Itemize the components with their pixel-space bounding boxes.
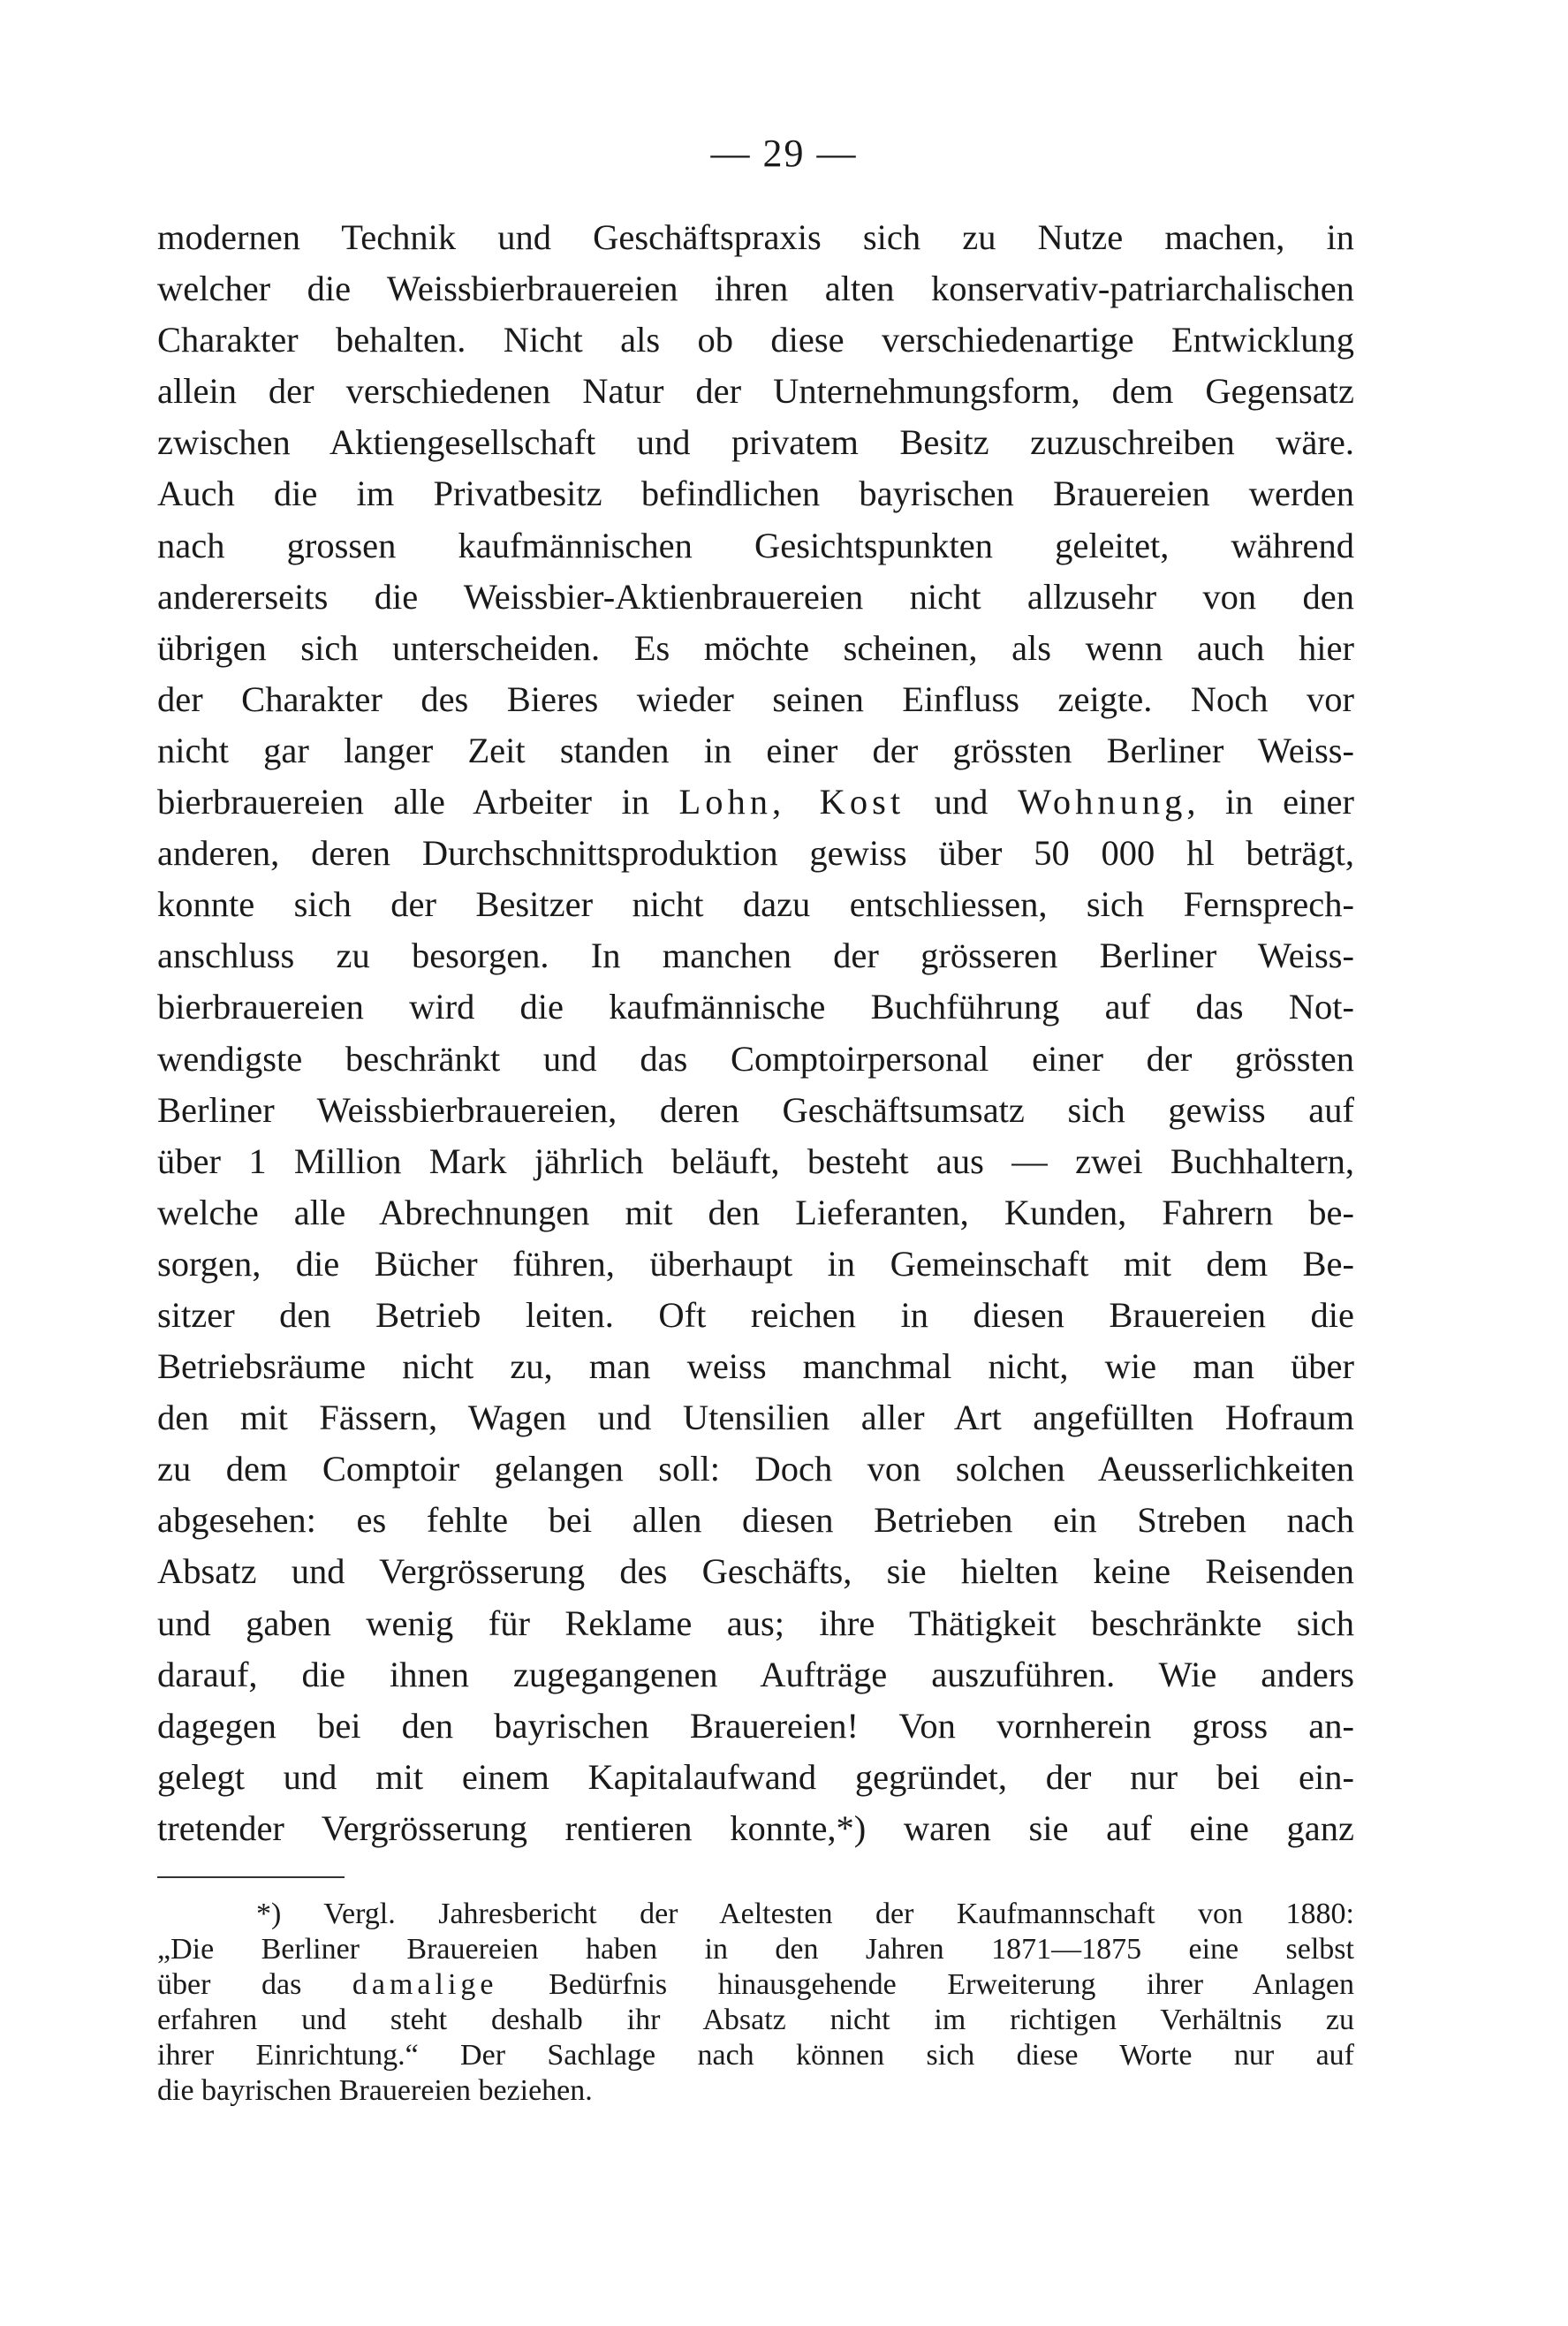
text-run: und (905, 782, 1018, 822)
body-line: modernen Technik und Geschäftspraxis sich zu Nutze machen, in (157, 217, 1354, 257)
body-line (157, 777, 1354, 828)
body-line: übrigen sich unterscheiden. Es möchte scheinen, als wenn auch hier (157, 627, 1354, 668)
body-line: konnte sich der Besitzer nicht dazu entschliessen, sich Fernsprech- (157, 884, 1354, 925)
body-line: darauf, die ihnen zugegangenen Aufträge auszuführen. Wie anders (157, 1654, 1354, 1694)
body-line: Betriebsräume nicht zu, man weiss manchmal nicht, wie man über (157, 1346, 1354, 1387)
spaced-text: Wohnung (1017, 782, 1187, 822)
body-line: tretender Vergrösserung rentieren konnte,*) waren sie auf eine ganz (157, 1807, 1354, 1848)
body-line: der Charakter des Bieres wieder seinen Einfluss zeigte. Noch vor (157, 678, 1354, 719)
body-line: Absatz und Vergrösserung des Geschäfts, sie hielten keine Reisenden (157, 1551, 1354, 1592)
footnote (157, 1897, 1354, 2109)
body-line: nicht gar langer Zeit standen in einer der grössten Berliner Weiss- (157, 730, 1354, 770)
body-line: Berliner Weissbierbrauereien, deren Geschäftsumsatz sich gewiss auf (157, 1089, 1354, 1130)
footnote-line: ihrer Einrichtung.“ Der Sachlage nach können sich diese Worte nur auf (157, 2039, 1354, 2072)
spaced-text: damalige (352, 1968, 498, 2001)
body-line: welche alle Abrechnungen mit den Lieferanten, Kunden, Fahrern be- (157, 1192, 1354, 1232)
body-line: bierbrauereien wird die kaufmännische Buchführung auf das Not- (157, 987, 1354, 1027)
footnote-divider (157, 1876, 345, 1878)
body-line: Auch die im Privatbesitz befindlichen bayrischen Brauereien werden (157, 474, 1354, 514)
body-line: abgesehen: es fehlte bei allen diesen Betrieben ein Streben nach (157, 1500, 1354, 1541)
body-line: zu dem Comptoir gelangen soll: Doch von solchen Aeusserlichkeiten (157, 1449, 1354, 1489)
body-line: sitzer den Betrieb leiten. Oft reichen in diesen Brauereien die (157, 1294, 1354, 1335)
body-line: welcher die Weissbierbrauereien ihren alten konservativ-patriarchalischen (157, 269, 1354, 309)
body-line: dagegen bei den bayrischen Brauereien! Von vornherein gross an- (157, 1705, 1354, 1746)
body-line: und gaben wenig für Reklame aus; ihre Thätigkeit beschränkte sich (157, 1602, 1354, 1643)
body-text (157, 212, 1354, 1854)
spaced-text: Lohn, Kost (678, 782, 905, 822)
body-line: gelegt und mit einem Kapitalaufwand gegründet, der nur bei ein- (157, 1756, 1354, 1797)
text-run: bierbrauereien alle Arbeiter in (157, 782, 679, 822)
text-run: , in einer (1186, 782, 1355, 822)
footnote-line (157, 1967, 1354, 2003)
body-line: über 1 Million Mark jährlich beläuft, besteht aus — zwei Buchhaltern, (157, 1140, 1354, 1181)
footnote-line: „Die Berliner Brauereien haben in den Jahren 1871—1875 eine selbst (157, 1933, 1354, 1966)
footnote-line: erfahren und steht deshalb ihr Absatz nicht im richtigen Verhältnis zu (157, 2004, 1354, 2036)
body-line: nach grossen kaufmännischen Gesichtspunkten geleitet, während (157, 525, 1354, 565)
page-number: — 29 — (710, 132, 858, 175)
body-line: anschluss zu besorgen. In manchen der grösseren Berliner Weiss- (157, 936, 1354, 976)
body-line: allein der verschiedenen Natur der Unternehmungsform, dem Gegensatz (157, 371, 1354, 412)
body-line: zwischen Aktiengesellschaft und privatem Besitz zuzuschreiben wäre. (157, 422, 1354, 463)
body-line: anderen, deren Durchschnittsproduktion gewiss über 50 000 hl beträgt, (157, 833, 1354, 874)
footnote-line: *) Vergl. Jahresbericht der Aeltesten der Kaufmannschaft von 1880: (256, 1898, 1354, 1930)
body-line: den mit Fässern, Wagen und Utensilien aller Art angefüllten Hofraum (157, 1398, 1354, 1438)
footnote-line: die bayrischen Brauereien beziehen. (157, 2074, 593, 2107)
text-run: über das (157, 1968, 352, 2001)
body-line: sorgen, die Bücher führen, überhaupt in Gemeinschaft mit dem Be- (157, 1243, 1354, 1284)
body-line: andererseits die Weissbier-Aktienbrauereien nicht allzusehr von den (157, 576, 1354, 617)
body-line: wendigste beschränkt und das Comptoirpersonal einer der grössten (157, 1038, 1354, 1079)
text-run: Bedürfnis hinausgehende Erweiterung ihrer Anlagen (497, 1968, 1354, 2001)
body-line: Charakter behalten. Nicht als ob diese verschiedenartige Entwicklung (157, 320, 1354, 360)
